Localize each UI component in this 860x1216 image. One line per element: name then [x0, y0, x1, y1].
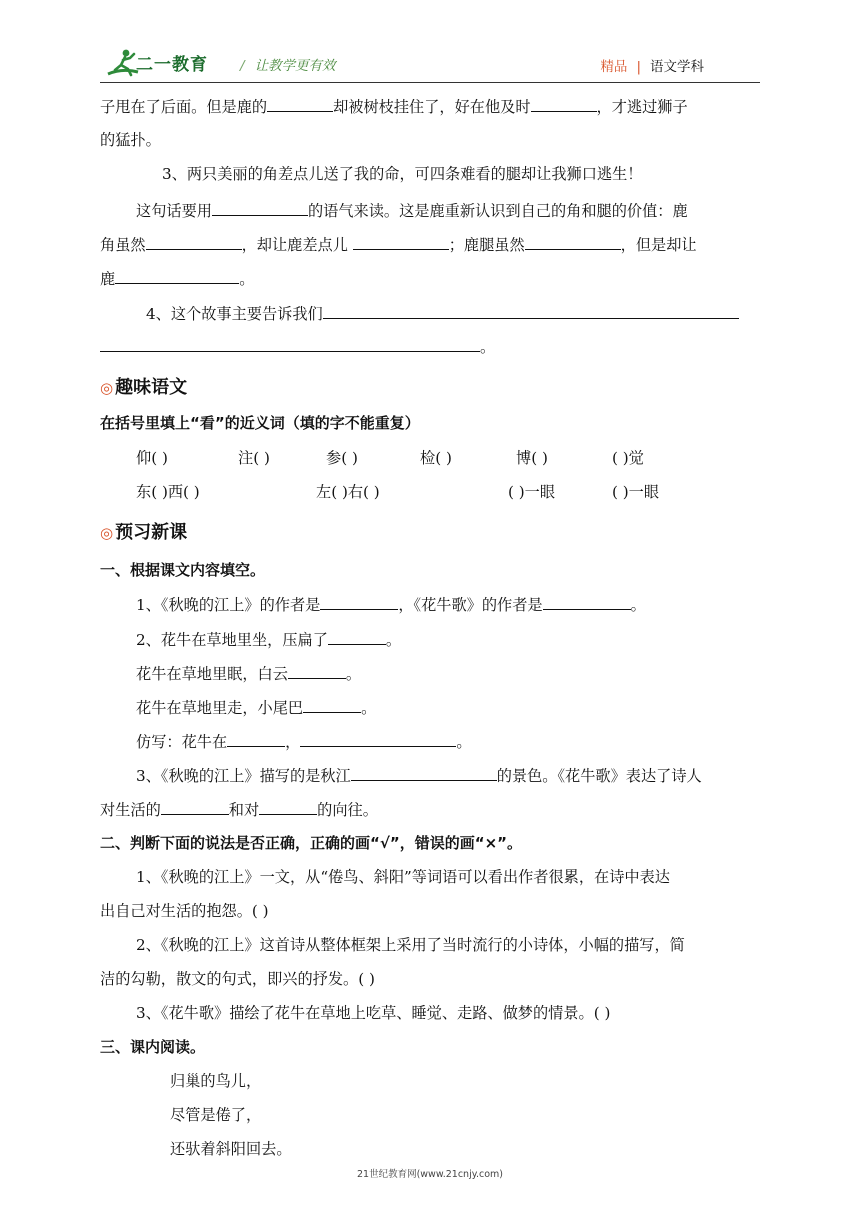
fun-blank: 东( )西( )	[136, 483, 200, 501]
header-right: 精品 | 语文学科	[600, 59, 704, 75]
slogan: / 让教学更有效	[240, 58, 336, 74]
bullet-circle-icon: ◎	[100, 379, 114, 397]
fun-instruction: 在括号里填上“看”的近义词（填的字不能重复）	[100, 414, 420, 432]
question-3-line-4: 鹿 。	[100, 270, 255, 288]
preview-q1: 1、《秋晚的江上》的作者是 ，《花牛歌》的作者是 。	[136, 596, 646, 614]
passage-line-1: 子甩在了后面。但是鹿的 却被树枝挂住了，好在他及时 ，才逃过狮子	[100, 98, 688, 116]
fun-blank: 检( )	[420, 449, 452, 467]
quality-label: 精品	[600, 59, 628, 75]
preview-q2-line-2: 花牛在草地里眠，白云 。	[136, 665, 362, 683]
preview-q3: 3、《秋晚的江上》描写的是秋江 的景色。《花牛歌》表达了诗人	[136, 767, 702, 785]
fun-blank: 仰( )	[136, 449, 168, 467]
preview-q2: 2、花牛在草地里坐，压扁了 。	[136, 631, 402, 649]
fun-blank: ( )觉	[612, 449, 644, 467]
fun-blank: ( )一眼	[612, 483, 660, 501]
slogan-text: 让教学更有效	[254, 58, 336, 74]
bullet-circle-icon: ◎	[100, 524, 114, 542]
judge-item-2-line-2: 洁的勾勒，散文的句式，即兴的抒发。( )	[100, 970, 375, 988]
poem-line: 归巢的鸟儿，	[170, 1072, 262, 1090]
preview-q2-line-3: 花牛在草地里走，小尾巴 。	[136, 699, 377, 717]
question-3: 3、两只美丽的角差点儿送了我的命，可四条难看的腿却让我狮口逃生！	[162, 165, 643, 183]
judge-item-3: 3、《花牛歌》描绘了花牛在草地上吃草、睡觉、走路、做梦的情景。( )	[136, 1004, 611, 1022]
section-preview-title: ◎ 预习新课	[100, 522, 188, 543]
judge-item-2: 2、《秋晚的江上》这首诗从整体框架上采用了当时流行的小诗体，小幅的描写，简	[136, 936, 685, 954]
logo-text: 二一教育	[136, 55, 208, 75]
judge-item-1: 1、《秋晚的江上》一文，从“倦鸟、斜阳”等词语可以看出作者很累，在诗中表达	[136, 868, 670, 886]
preview-section-3-heading: 三、课内阅读。	[100, 1038, 206, 1056]
section-fun-title: ◎ 趣味语文	[100, 377, 188, 398]
fun-blank: 参( )	[326, 449, 358, 467]
question-4-line-2: 。	[100, 336, 495, 357]
subject-label: 语文学科	[650, 59, 704, 75]
poem-line: 尽管是倦了，	[170, 1106, 262, 1124]
preview-section-2-heading: 二、判断下面的说法是否正确，正确的画“√”，错误的画“×”。	[100, 834, 523, 852]
poem-line: 还驮着斜阳回去。	[170, 1140, 292, 1158]
question-4: 4、这个故事主要告诉我们	[146, 303, 739, 324]
judge-item-1-line-2: 出自己对生活的抱怨。( )	[100, 902, 269, 920]
fun-blank: 左( )右( )	[316, 483, 380, 501]
fun-blank: ( )一眼	[508, 483, 556, 501]
page-footer: 21世纪教育网(www.21cnjy.com)	[356, 1169, 503, 1180]
passage-line-2: 的猛扑。	[100, 131, 161, 149]
preview-section-1-heading: 一、根据课文内容填空。	[100, 561, 266, 579]
question-3-line-2: 这句话要用 的语气来读。这是鹿重新认识到自己的角和腿的价值：鹿	[136, 202, 688, 220]
fun-blank: 注( )	[238, 449, 270, 467]
fun-blank: 博( )	[516, 449, 548, 467]
question-3-line-3: 角虽然 ，却让鹿差点儿 ；鹿腿虽然 ，但是却让	[100, 236, 697, 254]
preview-q2-line-4: 仿写：花牛在 ， 。	[136, 733, 472, 751]
page-header	[100, 46, 760, 83]
preview-q3-line-2: 对生活的 和对 的向往。	[100, 801, 378, 819]
